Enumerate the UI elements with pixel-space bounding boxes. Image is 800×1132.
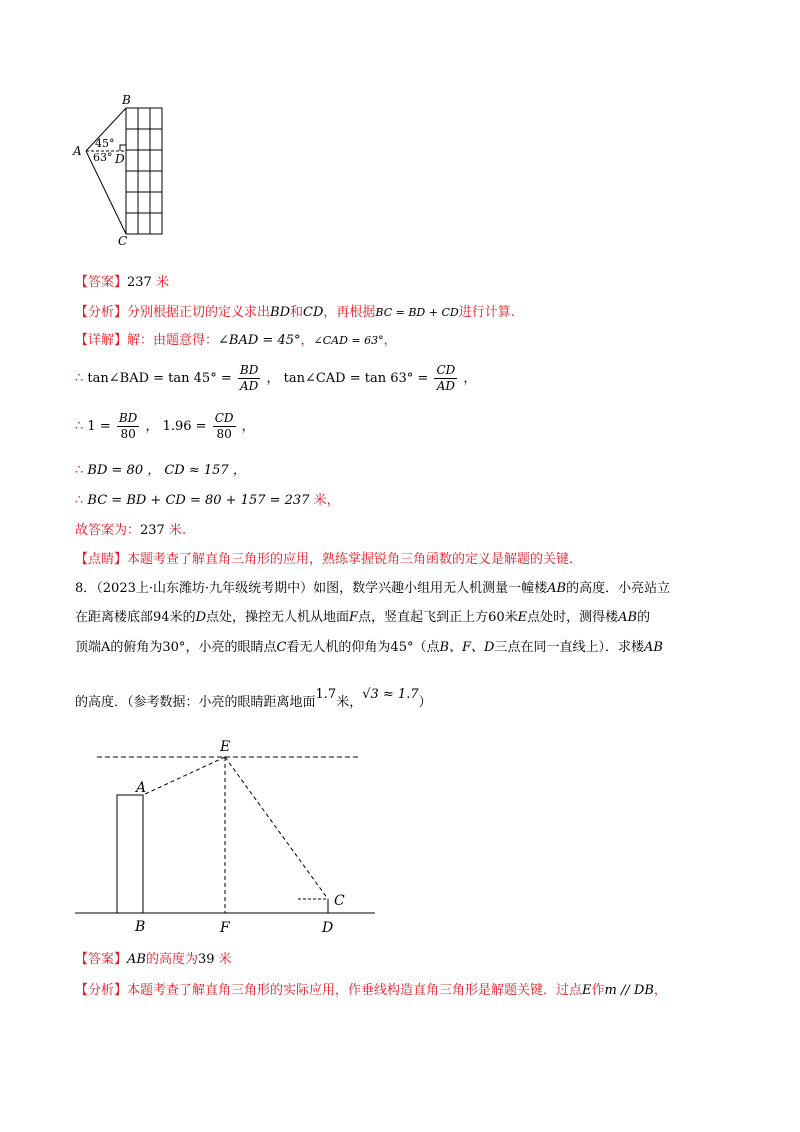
therefore: ∴ (75, 463, 84, 478)
angle-63-label: 63° (93, 151, 113, 164)
q7-answer (75, 273, 169, 293)
q8-line1 (75, 579, 670, 599)
q8-text: ） (418, 695, 432, 710)
fraction-num: CD (214, 411, 234, 425)
answer-value: 39 (197, 952, 215, 967)
q8-text: 点处时，测得楼 (527, 610, 619, 625)
sqrt3-approx: √3 ≈ 1.7 (362, 687, 419, 702)
detail-sep: ， (383, 333, 397, 348)
step2-end: ， (241, 419, 255, 434)
step1-mid: ， tan∠CAD = tan 63° = (266, 371, 429, 386)
angle-bad: ∠BAD = 45° (218, 333, 301, 348)
q8-text: （点 (413, 640, 440, 655)
q7-step2 (75, 410, 255, 444)
value-94: 94 (153, 610, 170, 625)
therefore: ∴ (75, 419, 84, 434)
label-B: B (122, 93, 131, 107)
right-angle-mark (120, 145, 126, 151)
value-60: 60 (488, 610, 505, 625)
symbol-C: C (276, 640, 287, 655)
label-E: E (220, 739, 231, 755)
value-1-7: 1.7 (315, 687, 337, 702)
q8-line4 (75, 687, 432, 713)
fraction-num: BD (118, 411, 138, 425)
answer-unit: 米 (214, 952, 232, 967)
q8-text: 顶端A的俯角为 (75, 640, 163, 655)
step4: BC = BD + CD = 80 + 157 = 237 (87, 493, 310, 508)
q8-text: 的高度．（参考数据：小亮的眼睛距离地面 (75, 695, 316, 710)
q7-step1 (75, 362, 476, 396)
analysis-text: ，再根据 (323, 305, 376, 320)
label-B: B (135, 919, 146, 935)
step2-a: 1 = (87, 419, 111, 434)
label-C: C (334, 893, 345, 909)
symbol-AB: AB (547, 581, 567, 596)
fraction-bd-80 (117, 411, 139, 442)
label-D: D (115, 152, 125, 166)
q7-analysis (75, 303, 515, 323)
q7-step4 (75, 491, 340, 511)
comment-text: 本题考查了解直角三角形的应用，熟练掌握锐角三角函数的定义是解题的关键. (127, 552, 574, 567)
q8-line3 (75, 638, 663, 658)
fraction-den: AD (436, 379, 455, 393)
q8-text: 米 (504, 610, 518, 625)
q7-result (75, 521, 186, 541)
therefore: ∴ (75, 493, 84, 508)
step3: BD = 80 ， CD ≈ 157 ， (87, 463, 246, 478)
result-unit: 米. (164, 523, 187, 538)
fraction-cd-80 (213, 411, 236, 442)
fraction-cd-ad (434, 363, 457, 394)
q7-detail (75, 331, 397, 351)
label-F: F (220, 920, 230, 936)
step1-a: tan∠BAD = tan 45° = (87, 371, 232, 386)
equation-bc: BC = BD + CD (375, 306, 459, 319)
q8-answer (75, 950, 232, 970)
fraction-den: 80 (120, 427, 136, 441)
fraction-num: BD (239, 363, 259, 377)
step2-mid: ， 1.96 = (145, 419, 207, 434)
symbol-AB: AB (127, 952, 146, 967)
fraction-den: 80 (216, 427, 232, 441)
label-A: A (136, 780, 147, 796)
relation-m-parallel-db: m // DB (604, 983, 654, 998)
q8-text: 米的 (169, 610, 196, 625)
analysis-end: ， (653, 983, 667, 998)
symbol-D: D (195, 610, 207, 625)
answer-text: 的高度为 (145, 952, 198, 967)
symbol-AB: AB (644, 640, 663, 655)
q8-text: 的 (637, 610, 651, 625)
q8-text: 点处，操控无人机从地面 (206, 610, 350, 625)
angle-45-label: 45° (95, 137, 115, 150)
angle-cad: ∠CAD = 63° (313, 334, 384, 347)
q8-text: 在距离楼底部 (75, 610, 154, 625)
q8-line2 (75, 608, 650, 628)
symbol-AB: AB (618, 610, 638, 625)
analysis-tag: 【分析】 (75, 305, 128, 320)
value-45: 45° (390, 640, 414, 655)
segment-EC (225, 757, 328, 899)
q8-analysis (75, 981, 667, 1001)
q8-text: ，小亮的眼睛点 (185, 640, 277, 655)
q7-step3 (75, 461, 246, 481)
analysis-tag: 【分析】 (75, 983, 128, 998)
symbol-CD: CD (303, 305, 324, 320)
analysis-text: 进行计算. (458, 305, 515, 320)
q8-text: 米， (336, 695, 363, 710)
answer-unit: 米 (151, 275, 169, 290)
points-BFD: B、F、D (439, 640, 495, 655)
analysis-text: 本题考查了解直角三角形的实际应用，作垂线构造直角三角形是解题关键．过点 (127, 983, 583, 998)
q8-text: 的高度．小亮站立 (566, 581, 671, 596)
symbol-E: E (582, 983, 592, 998)
detail-text: 解：由题意得： (127, 333, 219, 348)
q8-text: 点，竖直起飞到正上方 (358, 610, 489, 625)
analysis-and: 和 (290, 305, 304, 320)
analysis-text: 分别根据正切的定义求出 (127, 305, 271, 320)
fraction-num: CD (436, 363, 456, 377)
result-value: 237 (140, 523, 165, 538)
label-C: C (118, 234, 128, 248)
answer-tag: 【答案】 (75, 275, 128, 290)
result-text: 故答案为： (75, 523, 141, 538)
q8-text: 8．（2023上·山东潍坊·九年级统考期中）如图，数学兴趣小组用无人机测量一幢楼 (75, 581, 548, 596)
value-30: 30° (162, 640, 186, 655)
therefore: ∴ (75, 371, 84, 386)
comment-tag: 【点睛】 (75, 552, 128, 567)
q7-comment (75, 550, 573, 570)
step4-unit: 米， (309, 493, 340, 508)
answer-value: 237 (127, 275, 152, 290)
analysis-text: 作 (591, 983, 605, 998)
answer-tag: 【答案】 (75, 952, 128, 967)
segment-EA (143, 757, 225, 795)
fraction-den: AD (239, 379, 259, 393)
q8-text: 三点在同一直线上）．求楼 (494, 640, 644, 655)
detail-tag: 【详解】 (75, 333, 128, 348)
figure-2-drone (70, 735, 390, 940)
symbol-BD: BD (270, 305, 291, 320)
step1-end: ， (463, 371, 477, 386)
detail-sep: ， (300, 333, 314, 348)
building-AB (117, 795, 143, 913)
fraction-bd-ad (238, 363, 260, 394)
symbol-E: E (517, 610, 528, 625)
label-A: A (73, 144, 82, 158)
label-D: D (322, 920, 334, 936)
symbol-F: F (349, 610, 359, 625)
q8-text: 看无人机的仰角为 (286, 640, 391, 655)
figure-1-triangle-grid (70, 92, 180, 252)
